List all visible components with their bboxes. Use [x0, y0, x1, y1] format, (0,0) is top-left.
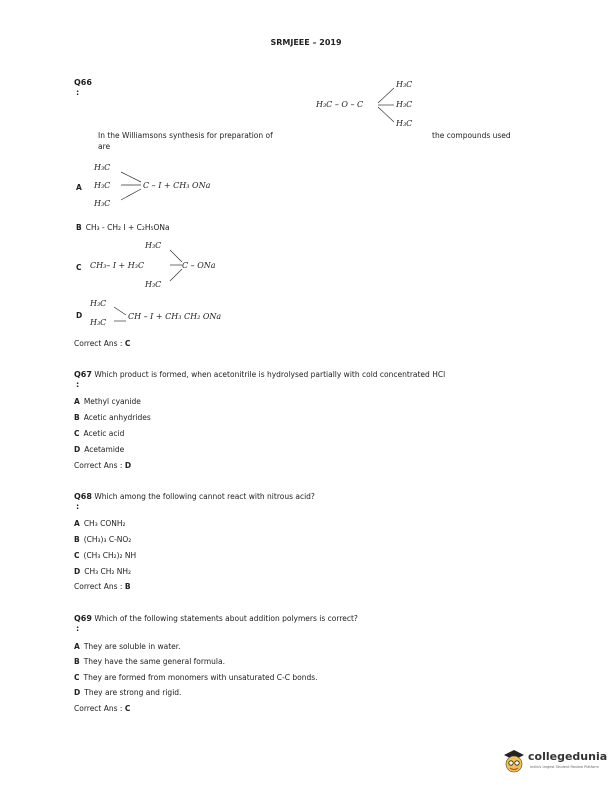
q67-option-c-text: Acetic acid: [83, 429, 125, 438]
struct-ether-chain: H₃C – O – C: [316, 100, 364, 109]
q66-option-c-letter: C: [76, 263, 82, 272]
q68-colon: :: [76, 502, 80, 511]
struct-top-methyl: H₃C: [396, 80, 413, 89]
q69-option-d: [74, 688, 181, 697]
q69-answer-label: Correct Ans :: [74, 704, 123, 713]
q66-question-left-2: are: [98, 142, 111, 151]
q67-option-b-letter: B: [74, 413, 80, 422]
q68-option-d-letter: D: [74, 567, 81, 576]
q66-answer-label: Correct Ans :: [74, 339, 123, 348]
q66-option-c-formula: C – ONa: [182, 261, 216, 270]
q66-option-d-letter: D: [76, 311, 83, 320]
q67-option-d: [74, 445, 124, 454]
q68-option-b-text: (CH₃)₃ C-NO₂: [83, 535, 132, 544]
q69-option-a-letter: A: [74, 642, 80, 651]
q66-colon: :: [76, 88, 80, 97]
q68-option-c-letter: C: [74, 551, 80, 560]
logo-tagline: India's largest Student Review Platform: [530, 765, 599, 769]
q66-answer-value: C: [124, 339, 131, 348]
q67-option-c: [74, 429, 124, 438]
logo-wordmark: collegedunia: [528, 750, 608, 763]
q66-option-d-methyl-2: H₃C: [90, 318, 107, 327]
q66-question-right: the compounds used: [432, 131, 511, 140]
q66-option-c-methyl-3: H₃C: [145, 280, 162, 289]
q69-question-text: Which of the following statements about addition polymers is correct?: [94, 614, 358, 623]
q67-colon: :: [76, 380, 80, 389]
q69-option-c-letter: C: [74, 673, 80, 682]
struct-bottom-methyl: H₃C: [396, 119, 413, 128]
graduate-mascot-icon: [500, 748, 528, 774]
q66-option-a-letter: A: [76, 183, 82, 192]
q67-answer-value: D: [124, 461, 132, 470]
q66-option-c-methyl-1: H₃C: [145, 241, 162, 250]
q69-option-a-text: They are soluble in water.: [83, 642, 181, 651]
q67-option-a: [74, 397, 141, 406]
q67-number: Q67: [74, 370, 92, 379]
q67-option-a-letter: A: [74, 397, 80, 406]
q66-option-a-formula: C – I + CH₃ ONa: [143, 181, 211, 190]
q68-option-a-letter: A: [74, 519, 80, 528]
q66-option-d-methyl-1: H₃C: [90, 299, 107, 308]
collegedunia-logo[interactable]: [500, 748, 606, 774]
q69-option-c-text: They are formed from monomers with unsaturated C-C bonds.: [83, 673, 318, 682]
q69-correct-answer: [74, 704, 130, 713]
q69-option-a: [74, 642, 181, 651]
q66-option-b-letter: B: [76, 223, 82, 232]
q67-answer-label: Correct Ans :: [74, 461, 123, 470]
q66-option-b-text: CH₃ - CH₂ I + C₂H₅ONa: [85, 223, 170, 232]
q67-option-b: [74, 413, 151, 422]
q66-option-a-methyl-1: H₃C: [94, 163, 111, 172]
q67-option-d-text: Acetamide: [84, 445, 125, 454]
q69-question: [74, 614, 358, 623]
q68-option-b-letter: B: [74, 535, 80, 544]
q67-option-c-letter: C: [74, 429, 80, 438]
q68-option-d-text: CH₃ CH₂ NH₂: [84, 567, 132, 576]
q68-answer-label: Correct Ans :: [74, 582, 123, 591]
q67-question: [74, 370, 445, 379]
q69-option-b: [74, 657, 225, 666]
q66-number: Q66: [74, 78, 92, 87]
q69-option-d-text: They are strong and rigid.: [84, 688, 182, 697]
q67-option-b-text: Acetic anhydrides: [83, 413, 151, 422]
q67-option-a-text: Methyl cyanide: [83, 397, 141, 406]
q69-option-c: [74, 673, 318, 682]
q67-correct-answer: [74, 461, 131, 470]
q66-option-a-methyl-2: H₃C: [94, 181, 111, 190]
q68-correct-answer: [74, 582, 131, 591]
q68-question-text: Which among the following cannot react with nitrous acid?: [94, 492, 315, 501]
q69-colon: :: [76, 624, 80, 633]
q66-option-c-prefix: CH₃– I + H₃C: [90, 261, 145, 270]
struct-mid-methyl: H₃C: [396, 100, 413, 109]
q66-question-left: In the Williamsons synthesis for preparation of: [98, 131, 273, 140]
q69-number: Q69: [74, 614, 92, 623]
q66-correct-answer: [74, 339, 130, 348]
page-header: SRMJEEE – 2019: [270, 38, 342, 47]
q69-answer-value: C: [124, 704, 131, 713]
q68-answer-value: B: [124, 582, 131, 591]
q69-option-d-letter: D: [74, 688, 81, 697]
q69-option-b-letter: B: [74, 657, 80, 666]
q68-option-a: [74, 519, 125, 528]
q66-option-d-formula: CH – I + CH₃ CH₂ ONa: [128, 312, 222, 321]
q68-option-d: [74, 567, 131, 576]
q67-option-d-letter: D: [74, 445, 81, 454]
q68-question: [74, 492, 315, 501]
q67-question-text: Which product is formed, when acetonitrile is hydrolysed partially with cold concentrated HCl: [94, 370, 446, 379]
q68-option-c-text: (CH₃ CH₂)₂ NH: [83, 551, 137, 560]
q68-option-a-text: CH₃ CONH₂: [83, 519, 126, 528]
q69-option-b-text: They have the same general formula.: [83, 657, 225, 666]
q68-number: Q68: [74, 492, 92, 501]
q68-option-c: [74, 551, 136, 560]
q66-option-a-methyl-3: H₃C: [94, 199, 111, 208]
q68-option-b: [74, 535, 131, 544]
